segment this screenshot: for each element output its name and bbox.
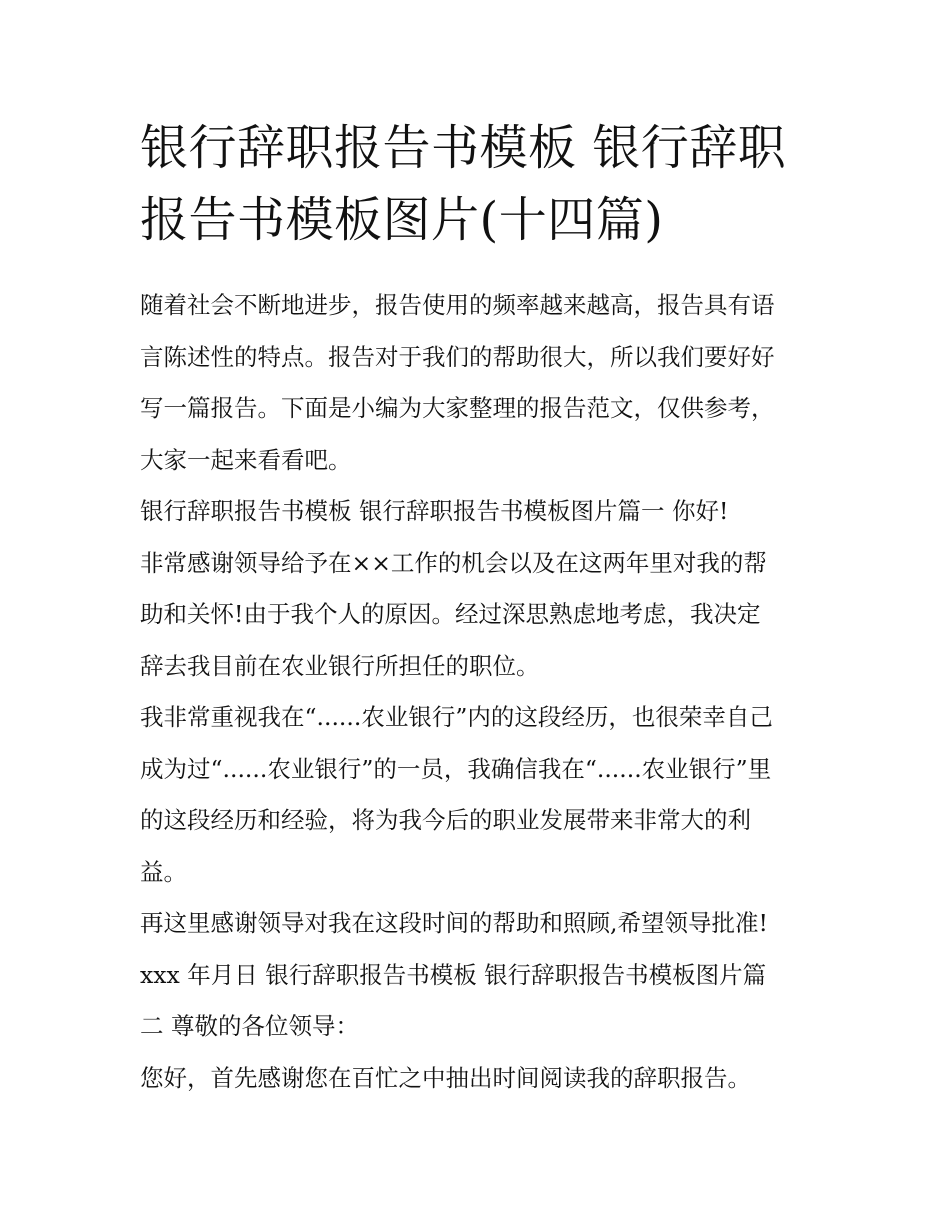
paragraph-intro xyxy=(140,280,820,486)
text-line: 写一篇报告。下面是小编为大家整理的报告范文，仅供参考， xyxy=(140,394,775,422)
text-line: 言陈述性的特点。报告对于我们的帮助很大，所以我们要好好 xyxy=(140,342,775,371)
text-line: 大家一起来看看吧。 xyxy=(140,445,352,474)
text-line: 益。 xyxy=(140,857,187,886)
document-title xyxy=(140,112,820,256)
paragraph-thanks xyxy=(140,538,820,693)
text-line: 辞去我目前在农业银行所担任的职位。 xyxy=(140,651,540,680)
text-line: 银行辞职报告书模板 银行辞职报告书模板图片篇一 你好! xyxy=(140,497,729,525)
text-line: 再这里感谢领导对我在这段时间的帮助和照顾,希望领导批准! xyxy=(140,909,768,937)
title-line-2: 报告书模板图片(十四篇) xyxy=(140,192,664,248)
text-line: xxx 年月日 银行辞职报告书模板 银行辞职报告书模板图片篇 xyxy=(140,960,767,989)
text-line: 二 尊敬的各位领导： xyxy=(140,1012,359,1040)
paragraph-greeting xyxy=(140,1053,820,1105)
title-line-1: 银行辞职报告书模板 银行辞职 xyxy=(140,120,787,176)
text-line: 非常感谢领导给予在××工作的机会以及在这两年里对我的帮 xyxy=(140,548,767,577)
text-line: 助和关怀!由于我个人的原因。经过深思熟虑地考虑，我决定 xyxy=(140,600,761,628)
text-line: 我非常重视我在“......农业银行”内的这段经历，也很荣幸自己 xyxy=(140,703,773,731)
text-line: 随着社会不断地进步，报告使用的频率越来越高，报告具有语 xyxy=(140,291,775,319)
text-line: 您好，首先感谢您在百忙之中抽出时间阅读我的辞职报告。 xyxy=(140,1063,751,1092)
text-line: 成为过“......农业银行”的一员，我确信我在“......农业银行”里 xyxy=(140,754,772,783)
paragraph-section-heading-2 xyxy=(140,950,820,1053)
paragraph-section-heading-1 xyxy=(140,486,820,538)
text-line: 的这段经历和经验，将为我今后的职业发展带来非常大的利 xyxy=(140,806,751,834)
paragraph-experience xyxy=(140,692,820,898)
document-body xyxy=(140,280,820,1104)
paragraph-closing xyxy=(140,898,820,950)
